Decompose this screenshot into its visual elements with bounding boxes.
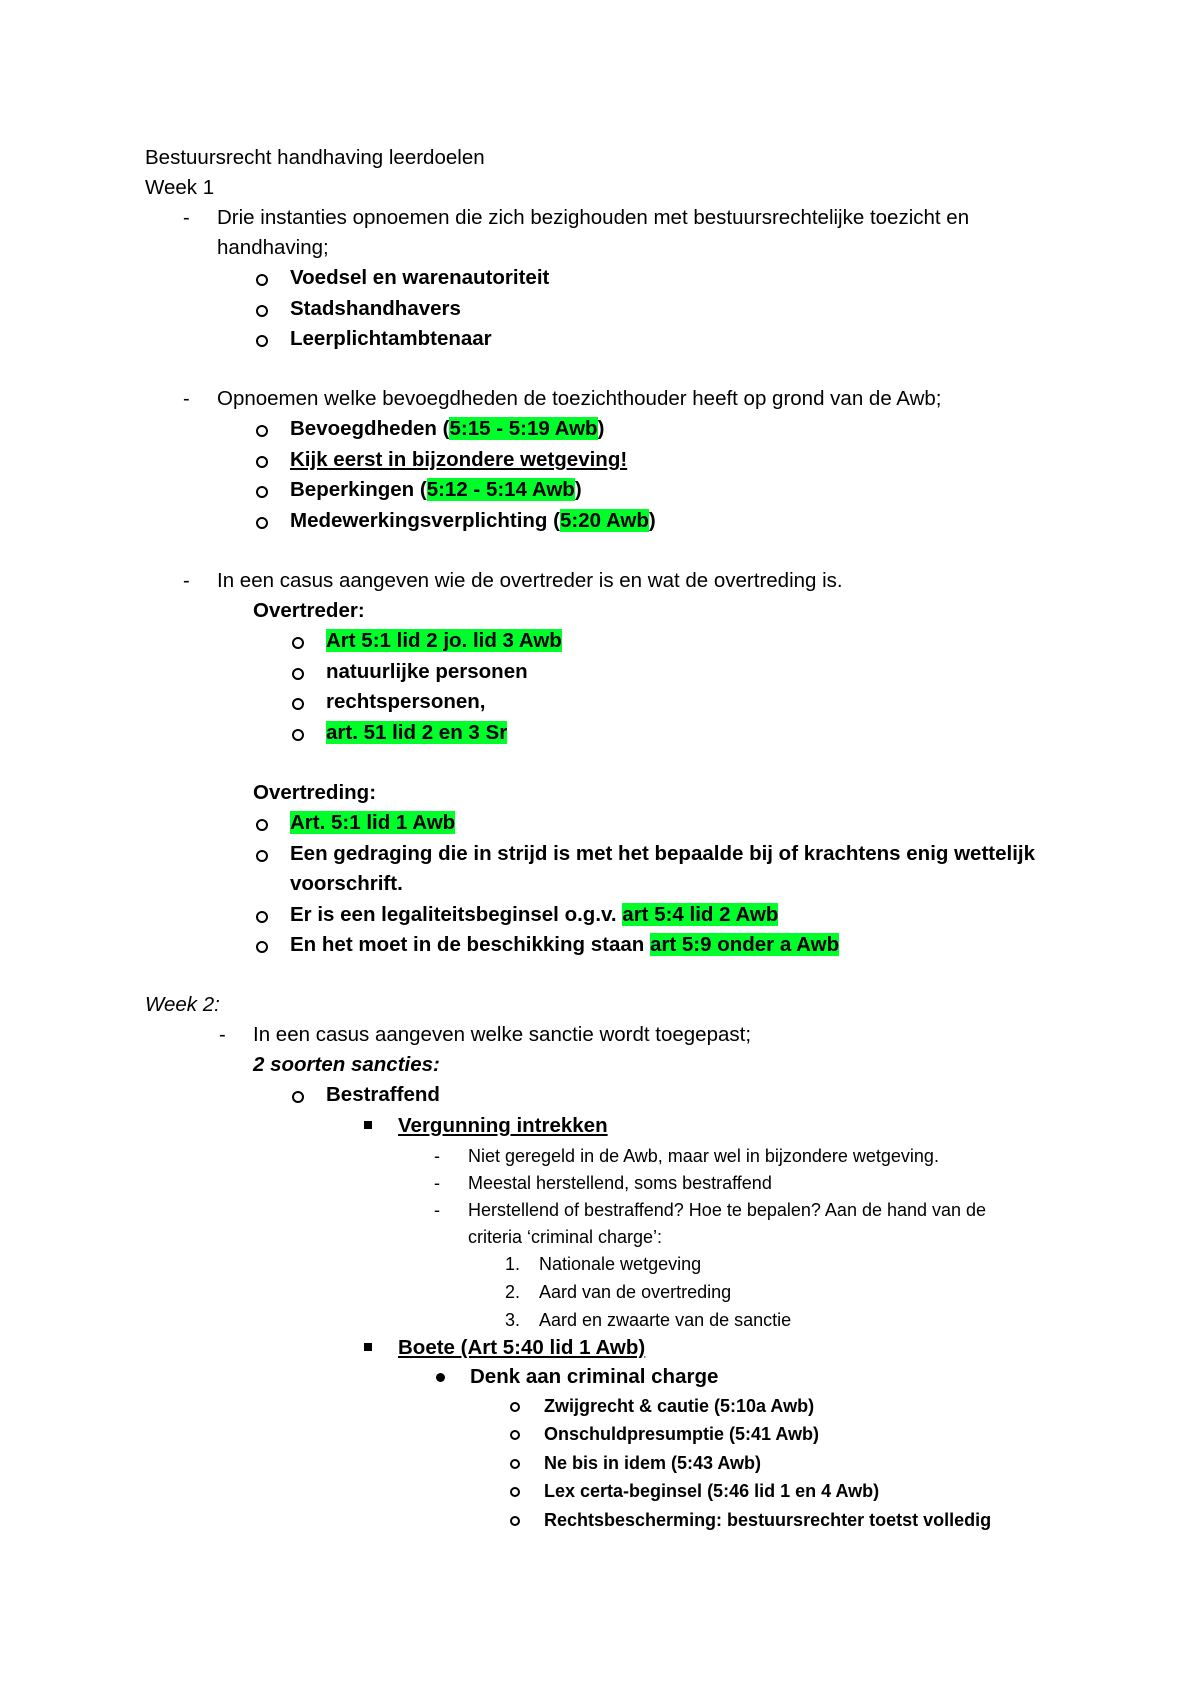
circle-bullet-icon [256, 335, 268, 347]
circle-bullet-icon [256, 486, 268, 498]
circle-bullet-icon [510, 1459, 520, 1469]
medewerking-item [290, 511, 656, 532]
dash-bullet: - [434, 1200, 440, 1220]
legaliteit-item: Er is een legaliteitsbeginsel o.g.v. art 5:4 lid 2 Awb [290, 903, 779, 926]
list-item-continuation: criteria ‘criminal charge’: [468, 1227, 663, 1247]
medewerking-highlight: 5:20 Awb [559, 509, 649, 532]
list-item: Aard en zwaarte van de sanctie [539, 1310, 792, 1330]
bevoegdheden-label: Bevoegdheden ( [290, 417, 450, 440]
list-number: 1. [505, 1254, 521, 1274]
square-bullet-icon [364, 1121, 372, 1129]
list-number: 3. [505, 1310, 521, 1330]
week1-heading: Week 1 [145, 176, 215, 199]
medewerking-close: ) [648, 509, 656, 532]
soorten-label: 2 soorten sancties: [253, 1053, 440, 1076]
beschikking-item: En het moet in de beschikking staan art 5:9 onder a Awb [290, 933, 840, 956]
week2-goal: In een casus aangeven welke sanctie wordt toegepast; [253, 1023, 752, 1046]
list-item: Niet geregeld in de Awb, maar wel in bijzondere wetgeving. [468, 1146, 939, 1166]
dash-bullet: - [219, 1024, 226, 1046]
circle-bullet-icon [256, 305, 268, 317]
overtreder-label: Overtreder: [253, 599, 365, 622]
beperkingen-highlight: 5:12 - 5:14 Awb [426, 478, 575, 501]
list-item: Aard van de overtreding [539, 1282, 732, 1302]
vergunning-item: Vergunning intrekken [398, 1114, 608, 1137]
list-item: Lex certa-beginsel (5:46 lid 1 en 4 Awb) [544, 1481, 880, 1501]
list-item: Meestal herstellend, soms bestraffend [468, 1173, 772, 1193]
circle-bullet-icon [510, 1516, 520, 1526]
circle-bullet-icon [256, 456, 268, 468]
overtreding-label: Overtreding: [253, 781, 377, 804]
circle-bullet-icon [292, 668, 304, 680]
list-item: Herstellend of bestraffend? Hoe te bepalen? Aan de hand van de [468, 1200, 987, 1220]
beschikking-highlight: art 5:9 onder a Awb [649, 933, 840, 956]
goal1-text-line1: Drie instanties opnoemen die zich bezighouden met bestuursrechtelijke toezicht en [217, 206, 970, 229]
kijk-item: Kijk eerst in bijzondere wetgeving! [290, 448, 628, 471]
list-item: Art 5:1 lid 2 jo. lid 3 Awb [326, 629, 562, 652]
circle-bullet-icon [292, 1091, 304, 1103]
round-bullet-icon [436, 1373, 445, 1382]
bevoegdheden-highlight: 5:15 - 5:19 Awb [449, 417, 598, 440]
list-item: Stadshandhavers [290, 297, 461, 320]
circle-bullet-icon [510, 1402, 520, 1412]
document-title: Bestuursrecht handhaving leerdoelen [145, 146, 485, 169]
gedraging-line1: Een gedraging die in strijd is met het bepaalde bij of krachtens enig wettelijk [290, 842, 1035, 865]
bestraffend-item: Bestraffend [326, 1083, 440, 1106]
list-item: rechtspersonen, [326, 690, 486, 713]
beperkingen-label: Beperkingen ( [290, 478, 427, 501]
circle-bullet-icon [256, 425, 268, 437]
list-item: Onschuldpresumptie (5:41 Awb) [544, 1424, 820, 1444]
week2-heading: Week 2: [145, 993, 220, 1016]
circle-bullet-icon [292, 637, 304, 649]
circle-bullet-icon [292, 729, 304, 741]
bevoegdheden-item [290, 419, 604, 440]
circle-bullet-icon [256, 911, 268, 923]
circle-bullet-icon [510, 1430, 520, 1440]
circle-bullet-icon [256, 517, 268, 529]
criminal-charge-item: Denk aan criminal charge [470, 1365, 719, 1388]
list-item: Zwijgrecht & cautie (5:10a Awb) [544, 1396, 815, 1416]
circle-bullet-icon [292, 698, 304, 710]
dash-bullet: - [183, 388, 190, 410]
dash-bullet: - [183, 207, 190, 229]
list-item: Nationale wetgeving [539, 1254, 702, 1274]
boete-item: Boete (Art 5:40 lid 1 Awb) [398, 1336, 646, 1359]
list-item: Rechtsbescherming: bestuursrechter toetst volledig [544, 1510, 992, 1530]
dash-bullet: - [434, 1146, 440, 1166]
beperkingen-item [290, 480, 582, 501]
list-number: 2. [505, 1282, 521, 1302]
goal1-text-line2: handhaving; [217, 236, 329, 259]
medewerking-label: Medewerkingsverplichting ( [290, 509, 560, 532]
list-item: natuurlijke personen [326, 660, 528, 683]
square-bullet-icon [364, 1343, 372, 1351]
bevoegdheden-close: ) [597, 417, 605, 440]
circle-bullet-icon [256, 274, 268, 286]
legaliteit-highlight: art 5:4 lid 2 Awb [622, 903, 779, 926]
list-item: Leerplichtambtenaar [290, 327, 492, 350]
goal2-text: Opnoemen welke bevoegdheden de toezichthouder heeft op grond van de Awb; [217, 387, 942, 410]
list-item: Art. 5:1 lid 1 Awb [290, 811, 456, 834]
goal3-text: In een casus aangeven wie de overtreder is en wat de overtreding is. [217, 569, 843, 592]
dash-bullet: - [183, 570, 190, 592]
circle-bullet-icon [510, 1487, 520, 1497]
dash-bullet: - [434, 1173, 440, 1193]
circle-bullet-icon [256, 941, 268, 953]
list-item: Ne bis in idem (5:43 Awb) [544, 1453, 762, 1473]
beperkingen-close: ) [574, 478, 582, 501]
circle-bullet-icon [256, 850, 268, 862]
gedraging-line2: voorschrift. [290, 872, 403, 895]
list-item: art. 51 lid 2 en 3 Sr [326, 721, 508, 744]
circle-bullet-icon [256, 819, 268, 831]
list-item: Voedsel en warenautoriteit [290, 266, 550, 289]
